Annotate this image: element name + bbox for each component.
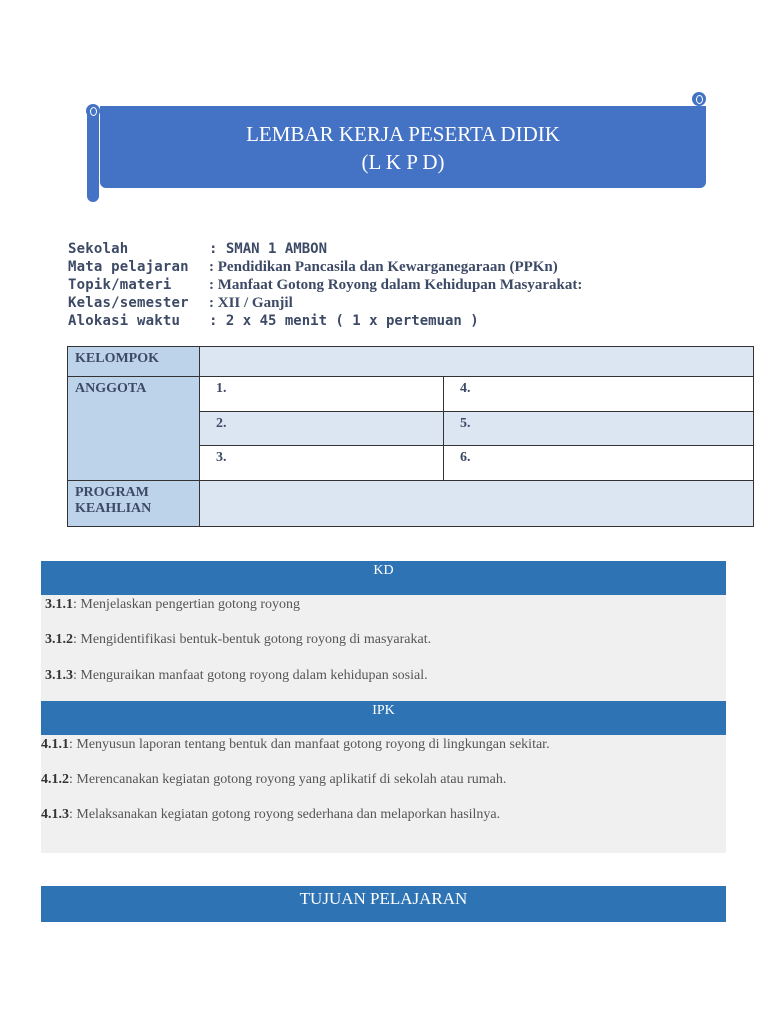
info-value-sekolah: : SMAN 1 AMBON (209, 241, 328, 257)
ipk-header: IPK (41, 701, 726, 735)
info-row-alokasi (68, 312, 582, 330)
info-value-mapel: : Pendidikan Pancasila dan Kewarganegaraan (PPKn) (209, 259, 558, 275)
kd-item (45, 668, 428, 684)
program-keahlian-label (68, 481, 200, 527)
kelompok-label: KELOMPOK (68, 347, 200, 377)
anggota-label: ANGGOTA (68, 377, 200, 481)
member-field-6[interactable]: 6. (444, 446, 754, 481)
info-value-topik: : Manfaat Gotong Royong dalam Kehidupan Masyarakat: (209, 277, 583, 293)
info-label-mapel: Mata pelajaran (68, 259, 189, 275)
member-field-4[interactable]: 4. (444, 377, 754, 412)
kd-item (45, 632, 431, 648)
program-label-line2: KEAHLIAN (75, 501, 152, 516)
member-field-2[interactable]: 2. (200, 412, 444, 446)
kd-item (45, 597, 300, 613)
ipk-item (41, 807, 500, 823)
info-label-sekolah: Sekolah (68, 241, 129, 257)
kd-item-text: : Menguraikan manfaat gotong royong dalam kehidupan sosial. (73, 668, 428, 683)
ipk-item-text: : Merencanakan kegiatan gotong royong yang aplikatif di sekolah atau rumah. (69, 772, 507, 787)
program-label-line1: PROGRAM (75, 485, 149, 500)
info-value-alokasi: : 2 x 45 menit ( 1 x pertemuan ) (209, 313, 479, 329)
ipk-item-text: : Melaksanakan kegiatan gotong royong sederhana dan melaporkan hasilnya. (69, 807, 501, 822)
scroll-left-curl-icon (86, 104, 100, 118)
banner-title-line2: (L K P D) (361, 150, 445, 174)
kd-item-code: 3.1.3 (45, 668, 73, 683)
ipk-item-text: : Menyusun laporan tentang bentuk dan manfaat gotong royong di lingkungan sekitar. (69, 737, 550, 752)
info-label-kelas: Kelas/semester (68, 295, 189, 311)
kd-item-text: : Mengidentifikasi bentuk-bentuk gotong royong di masyarakat. (73, 632, 432, 647)
info-row-sekolah (68, 240, 582, 258)
info-row-mapel (68, 258, 582, 276)
ipk-item-code: 4.1.1 (41, 737, 69, 752)
info-block (68, 240, 582, 330)
kd-item-code: 3.1.2 (45, 632, 73, 647)
kd-item-code: 3.1.1 (45, 597, 73, 612)
info-row-kelas (68, 294, 582, 312)
scroll-left-roll (87, 106, 99, 202)
scroll-right-curl-icon (692, 92, 706, 106)
info-label-topik: Topik/materi (68, 277, 172, 293)
info-value-kelas: : XII / Ganjil (209, 295, 293, 311)
program-keahlian-field[interactable] (200, 481, 754, 527)
member-field-5[interactable]: 5. (444, 412, 754, 446)
tujuan-pelajaran-header: TUJUAN PELAJARAN (41, 886, 726, 922)
kd-item-text: : Menjelaskan pengertian gotong royong (73, 597, 301, 612)
group-table (67, 346, 754, 527)
banner-title-line1: LEMBAR KERJA PESERTA DIDIK (246, 122, 560, 146)
kelompok-field[interactable] (200, 347, 754, 377)
kd-header: KD (41, 561, 726, 595)
ipk-item-code: 4.1.2 (41, 772, 69, 787)
ipk-item-code: 4.1.3 (41, 807, 69, 822)
member-field-1[interactable]: 1. (200, 377, 444, 412)
info-row-topik (68, 276, 582, 294)
ipk-item (41, 737, 550, 753)
member-field-3[interactable]: 3. (200, 446, 444, 481)
info-label-alokasi: Alokasi waktu (68, 313, 181, 329)
ipk-item (41, 772, 506, 788)
